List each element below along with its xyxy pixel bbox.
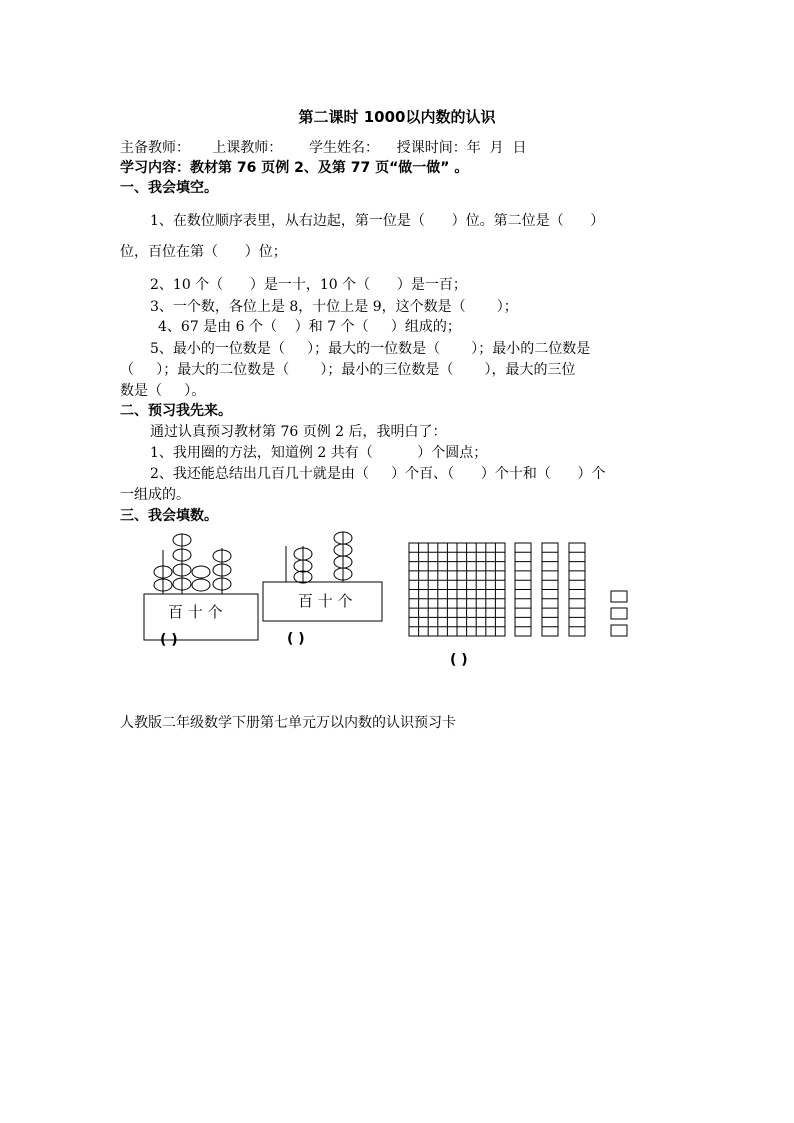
question-5a: 5、最小的一位数是（ ）；最大的一位数是（ ）；最小的二位数是 xyxy=(150,341,591,357)
abacus-1-blank: ( ) xyxy=(160,632,178,648)
ten-strips xyxy=(515,543,585,636)
question-1b: 位，百位在第（ ）位； xyxy=(120,244,287,260)
question-2: 2、10 个（ ）是一十，10 个（ ）是一百； xyxy=(150,277,467,293)
hundred-grid xyxy=(409,543,505,636)
header-info: 主备教师： 上课教师： 学生姓名： 授课时间：年 月 日 xyxy=(120,140,527,156)
abacus-1-label: 百 十 个 xyxy=(168,603,223,621)
question-4: 4、67 是由 6 个（ ）和 7 个（ ）组成的； xyxy=(158,319,461,335)
preview-2b: 一组成的。 xyxy=(120,487,190,503)
question-5c: 数是（ ）。 xyxy=(120,383,206,399)
question-5b: （ ）；最大的二位数是（ ）；最小的三位数是（ ），最大的三位 xyxy=(120,362,576,378)
preview-intro: 通过认真预习教材第 76 页例 2 后，我明白了： xyxy=(150,424,447,440)
preview-2a: 2、我还能总结出几百几十就是由（ ）个百、（ ）个十和（ ）个 xyxy=(150,466,606,482)
page-title: 第二课时 1000以内数的认识 xyxy=(298,108,496,126)
blocks-blank: ( ) xyxy=(450,652,468,668)
section3-heading: 三、我会填数。 xyxy=(120,508,218,524)
abacus-2-blank: ( ) xyxy=(287,631,305,647)
unit-squares xyxy=(611,591,627,636)
abacus-1 xyxy=(144,534,258,640)
content-line: 学习内容：教材第 76 页例 2、及第 77 页“做一做” 。 xyxy=(120,160,469,176)
preview-1: 1、我用圈的方法，知道例 2 共有（ ）个圆点； xyxy=(150,445,488,461)
question-3: 3、一个数，各位上是 8，十位上是 9，这个数是（ ）； xyxy=(150,299,518,315)
section1-heading: 一、我会填空。 xyxy=(120,180,218,196)
section2-heading: 二、预习我先来。 xyxy=(120,403,232,419)
figures xyxy=(0,528,794,678)
footer-text: 人教版二年级数学下册第七单元万以内数的认识预习卡 xyxy=(120,715,456,731)
question-1a: 1、在数位顺序表里，从右边起，第一位是（ ）位。第二位是（ ） xyxy=(150,213,605,229)
abacus-2-label: 百 十 个 xyxy=(298,592,353,610)
